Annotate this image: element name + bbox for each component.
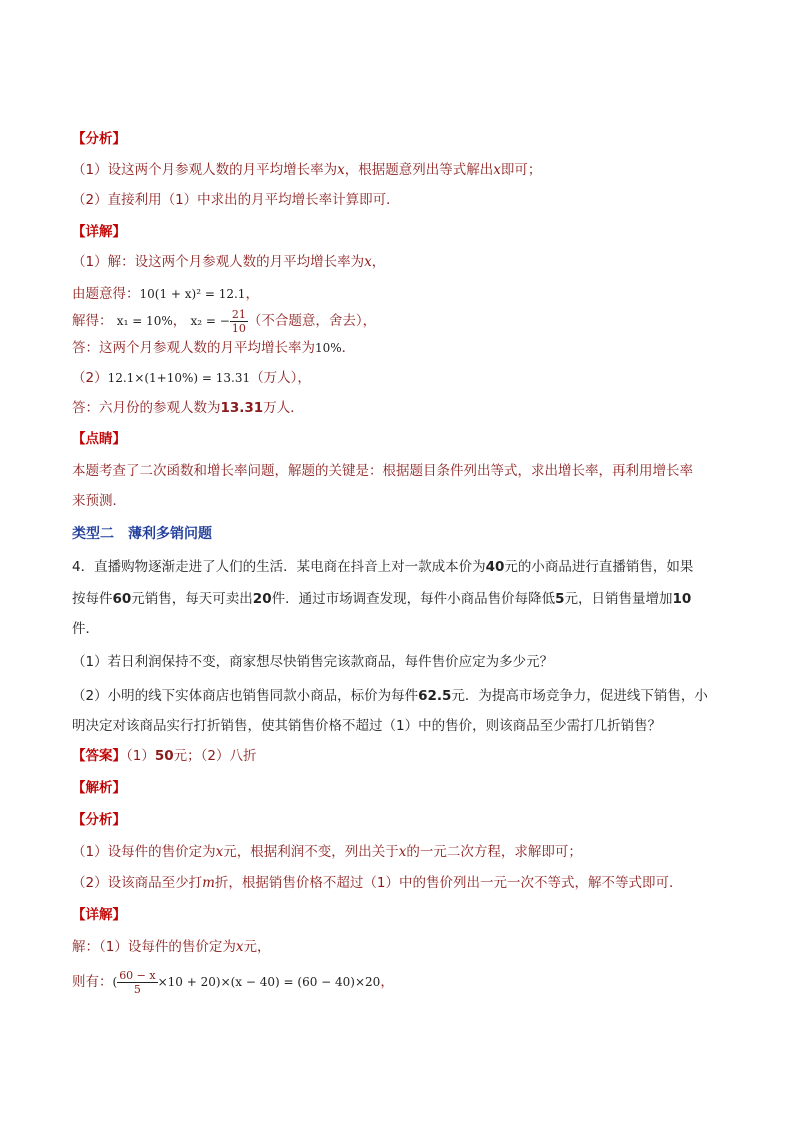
solution-x1: x₁ = 10% [116,314,173,328]
fraction-numerator: 60 − x [119,968,156,982]
question-line-1 [72,557,693,577]
answer-text: （1） [126,748,155,764]
question-part-2-cont: 明决定对该商品实行打折销售，使其销售价格不超过（1）中的售价，则该商品至少需打几折销售？ [72,718,662,734]
comment-line-2: 来预测． [72,493,126,509]
analysis-text: （1）设这两个月参观人数的月平均增长率为 [72,162,338,178]
detail-line-3 [72,304,376,338]
math-variable: x [337,162,345,178]
analysis-text: ，根据题意列出等式解出 [344,162,494,178]
analysis-point-2: （2）直接利用（1）中求出的月平均增长率计算即可． [72,192,400,208]
fraction-denominator: 5 [133,982,141,996]
equation-part: ( [112,975,118,989]
analysis-text: （1）设每件的售价定为 [72,844,216,860]
comment-line-1: 本题考查了二次函数和增长率问题，解题的关键是：根据题目条件列出等式，求出增长率，再利用增长率 [72,463,693,479]
detail-text: （不合题意，舍去）， [247,313,377,329]
detail-text: 万人． [263,400,304,416]
question-text: 元．为提高市场竞争力，促进线下销售，小 [451,688,708,704]
number: 40 [485,559,505,575]
answer-line [72,746,256,766]
fraction [230,308,248,335]
detail-line-q4-1 [72,937,270,957]
question-text: 元销售，每天可卖出 [131,591,253,607]
answer-value: 50 [154,748,174,764]
question-part-1: （1）若日利润保持不变，商家想尽快销售完该款商品，每件售价应定为多少元？ [72,654,554,670]
analysis-text: 元，根据利润不变，列出关于 [223,844,399,860]
analysis-header-2: 【分析】 [72,812,126,828]
detail-line-4 [72,338,355,358]
detail-line-1 [72,252,385,272]
analysis-point-1 [72,160,541,180]
analysis-text: 的一元二次方程，求解即可； [406,844,582,860]
math-value: 10% [315,341,342,355]
detail-text: 则有： [72,974,113,990]
question-text: 元，日销售量增加 [564,591,673,607]
detail-text: （2） [72,370,108,386]
question-text: 4．直播购物逐渐走进了人们的生活．某电商在抖音上对一款成本价为 [72,559,486,575]
fraction-numerator: 21 [231,307,246,321]
number: 10 [672,591,692,607]
answer-header: 【答案】 [72,748,126,764]
detail-line-6 [72,398,304,418]
number: 5 [555,591,565,607]
math-value: 13.31 [220,400,264,416]
detail-line-5 [72,368,311,388]
solution-header: 【解析】 [72,780,126,796]
math-variable: x [364,254,372,270]
detail-text: （1）解：设这两个月参观人数的月平均增长率为 [72,254,365,270]
comment-header: 【点睛】 [72,431,126,447]
number: 60 [112,591,132,607]
fraction-denominator: 10 [231,321,246,335]
analysis-point-2-q4 [72,873,683,893]
question-text: 元的小商品进行直播销售，如果 [504,559,694,575]
analysis-text: 折，根据销售价格不超过（1）中的售价列出一元一次不等式，解不等式即可． [214,875,683,891]
detail-text: 由题意得： [72,286,140,302]
detail-header-2: 【详解】 [72,907,126,923]
equation: 12.1×(1+10%) = 13.31 [107,371,251,385]
detail-text: ． [341,340,356,356]
question-line-3: 件． [72,621,99,637]
math-variable: x [215,844,224,860]
detail-text: 解得： [72,313,113,329]
math-variable: x [493,162,501,178]
equation: 10(1 + x)² = 12.1 [139,287,246,301]
analysis-point-1-q4 [72,842,582,862]
math-variable: m [202,875,215,891]
section-title: 类型二 薄利多销问题 [72,526,212,542]
question-text: 按每件 [72,591,113,607]
detail-text: ， [245,286,259,302]
analysis-text: 即可； [500,162,542,178]
question-part-2 [72,686,708,706]
detail-text: 元， [243,939,271,955]
solution-x2: x₂ = − [190,314,230,328]
number: 20 [252,591,272,607]
detail-header: 【详解】 [72,224,126,240]
answer-text: 元；（2）八折 [173,748,257,764]
analysis-text: （2）设该商品至少打 [72,875,203,891]
detail-text: 答：六月份的参观人数为 [72,400,221,416]
detail-text: 解：（1）设每件的售价定为 [72,939,236,955]
question-text: （2）小明的线下实体商店也销售同款小商品，标价为每件 [72,688,419,704]
question-text: 件．通过市场调查发现，每件小商品售价每降低 [271,591,556,607]
question-line-2 [72,589,691,609]
detail-line-2 [72,284,259,304]
detail-text: （万人）， [250,370,311,386]
analysis-header: 【分析】 [72,131,126,147]
detail-line-q4-2 [72,964,394,1000]
detail-text: ， [371,254,386,270]
detail-text: ， [172,313,187,329]
fraction [117,969,157,996]
math-variable: x [235,939,244,955]
number: 62.5 [418,688,452,704]
equation-part: ×10 + 20)×(x − 40) = (60 − 40)×20 [157,975,381,989]
detail-text: 答：这两个月参观人数的月平均增长率为 [72,340,315,356]
detail-text: ， [380,974,394,990]
math-variable: x [398,844,407,860]
